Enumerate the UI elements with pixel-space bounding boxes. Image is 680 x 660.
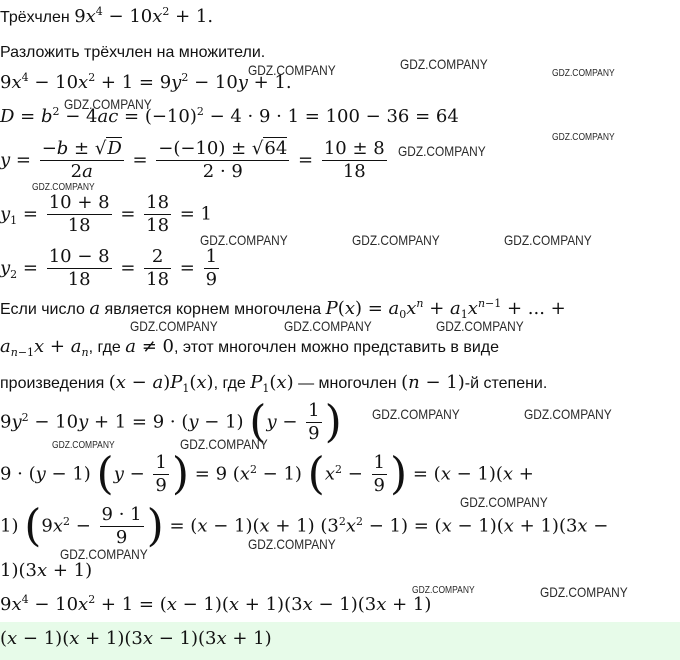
factorization-line-3: 1) ($9x^2$ − $\frac{9 \cdot 1}{9}$ ) = (x − 1)(x + 1) $(3^2x^2 - 1) = (x - 1)(x + 1)(3x$ − [0, 500, 609, 552]
watermark: GDZ.COMPANY [248, 62, 336, 78]
watermark: GDZ.COMPANY [64, 96, 152, 112]
answer-box [0, 622, 680, 660]
watermark: GDZ.COMPANY [32, 182, 95, 193]
watermark: GDZ.COMPANY [180, 436, 268, 452]
watermark: GDZ.COMPANY [284, 318, 372, 334]
watermark: GDZ.COMPANY [460, 494, 548, 510]
watermark: GDZ.COMPANY [540, 584, 628, 600]
root-y1: $y_1$ = $\frac{10 + 8}{18}$ = $\frac{18}{18}$ = 1 [0, 192, 213, 236]
result-line: $9x^4 - 10x^2 + 1 = (x - 1)(x + 1)(3x - 1)(3x + 1)$ [0, 593, 432, 615]
watermark: GDZ.COMPANY [436, 318, 524, 334]
watermark: GDZ.COMPANY [200, 232, 288, 248]
watermark: GDZ.COMPANY [412, 585, 475, 596]
watermark: GDZ.COMPANY [400, 56, 488, 72]
watermark: GDZ.COMPANY [248, 536, 336, 552]
factorization-line-2: 9 · (y − 1) (y − $\frac{1}{9}$ ) = 9 $(x^2 - 1) (x^2$ − $\frac{1}{9}$ ) = (x − 1)(x + [0, 448, 534, 500]
title-formula: $9x^4 - 10x^2 + 1$. [74, 5, 214, 27]
watermark: GDZ.COMPANY [398, 143, 486, 159]
watermark: GDZ.COMPANY [552, 68, 615, 79]
watermark: GDZ.COMPANY [552, 132, 615, 143]
factorization-line-4: 1)(3x + 1) [0, 560, 93, 581]
watermark: GDZ.COMPANY [372, 406, 460, 422]
substitution-line: $9x^4 - 10x^2 + 1 = 9y^2 - 10y + 1$. [0, 71, 292, 93]
task-text: Разложить трёхчлен на множители. [0, 44, 266, 61]
roots-formula: y = $\frac{-b \pm √D}{2a}$ = $\frac{-(-10) \pm √64}{2 \cdot 9}$ = $\frac{10 \pm 8}{18}$ [0, 138, 385, 182]
discriminant-line: $D = b^2 - 4ac = (-10)^2 - 4 \cdot 9 \cdot 1 = 100 - 36 = 64$ [0, 105, 459, 127]
answer-formula: (x − 1)(x + 1)(3x − 1)(3x + 1) [0, 628, 272, 649]
watermark: GDZ.COMPANY [524, 406, 612, 422]
root-y2: $y_2$ = $\frac{10 - 8}{18}$ = $\frac{2}{18}$ = $\frac{1}{9}$ [0, 246, 218, 290]
watermark: GDZ.COMPANY [130, 318, 218, 334]
theorem-line-2: $a_{n-1}x + a_n$, где a ≠ 0, этот многочлен можно представить в виде [0, 336, 500, 359]
watermark: GDZ.COMPANY [352, 232, 440, 248]
title-text: Трёхчлен [0, 9, 70, 26]
theorem-line-3: произведения $(x - a)P_1(x)$, где $P_1(x)$ — многочлен (n − 1)-й степени. [0, 372, 548, 395]
factorization-line-1: $9y^2 - 10y + 1 = 9 \cdot (y - 1) (y$ − $\frac{1}{9}$ ) [0, 396, 342, 448]
watermark: GDZ.COMPANY [504, 232, 592, 248]
watermark: GDZ.COMPANY [60, 546, 148, 562]
theorem-line-1: Если число a является корнем многочлена $P(x) = a_0x^n + a_1x^{n-1}$ + ... + [0, 297, 566, 321]
watermark: GDZ.COMPANY [52, 440, 115, 451]
problem-title [0, 6, 213, 27]
